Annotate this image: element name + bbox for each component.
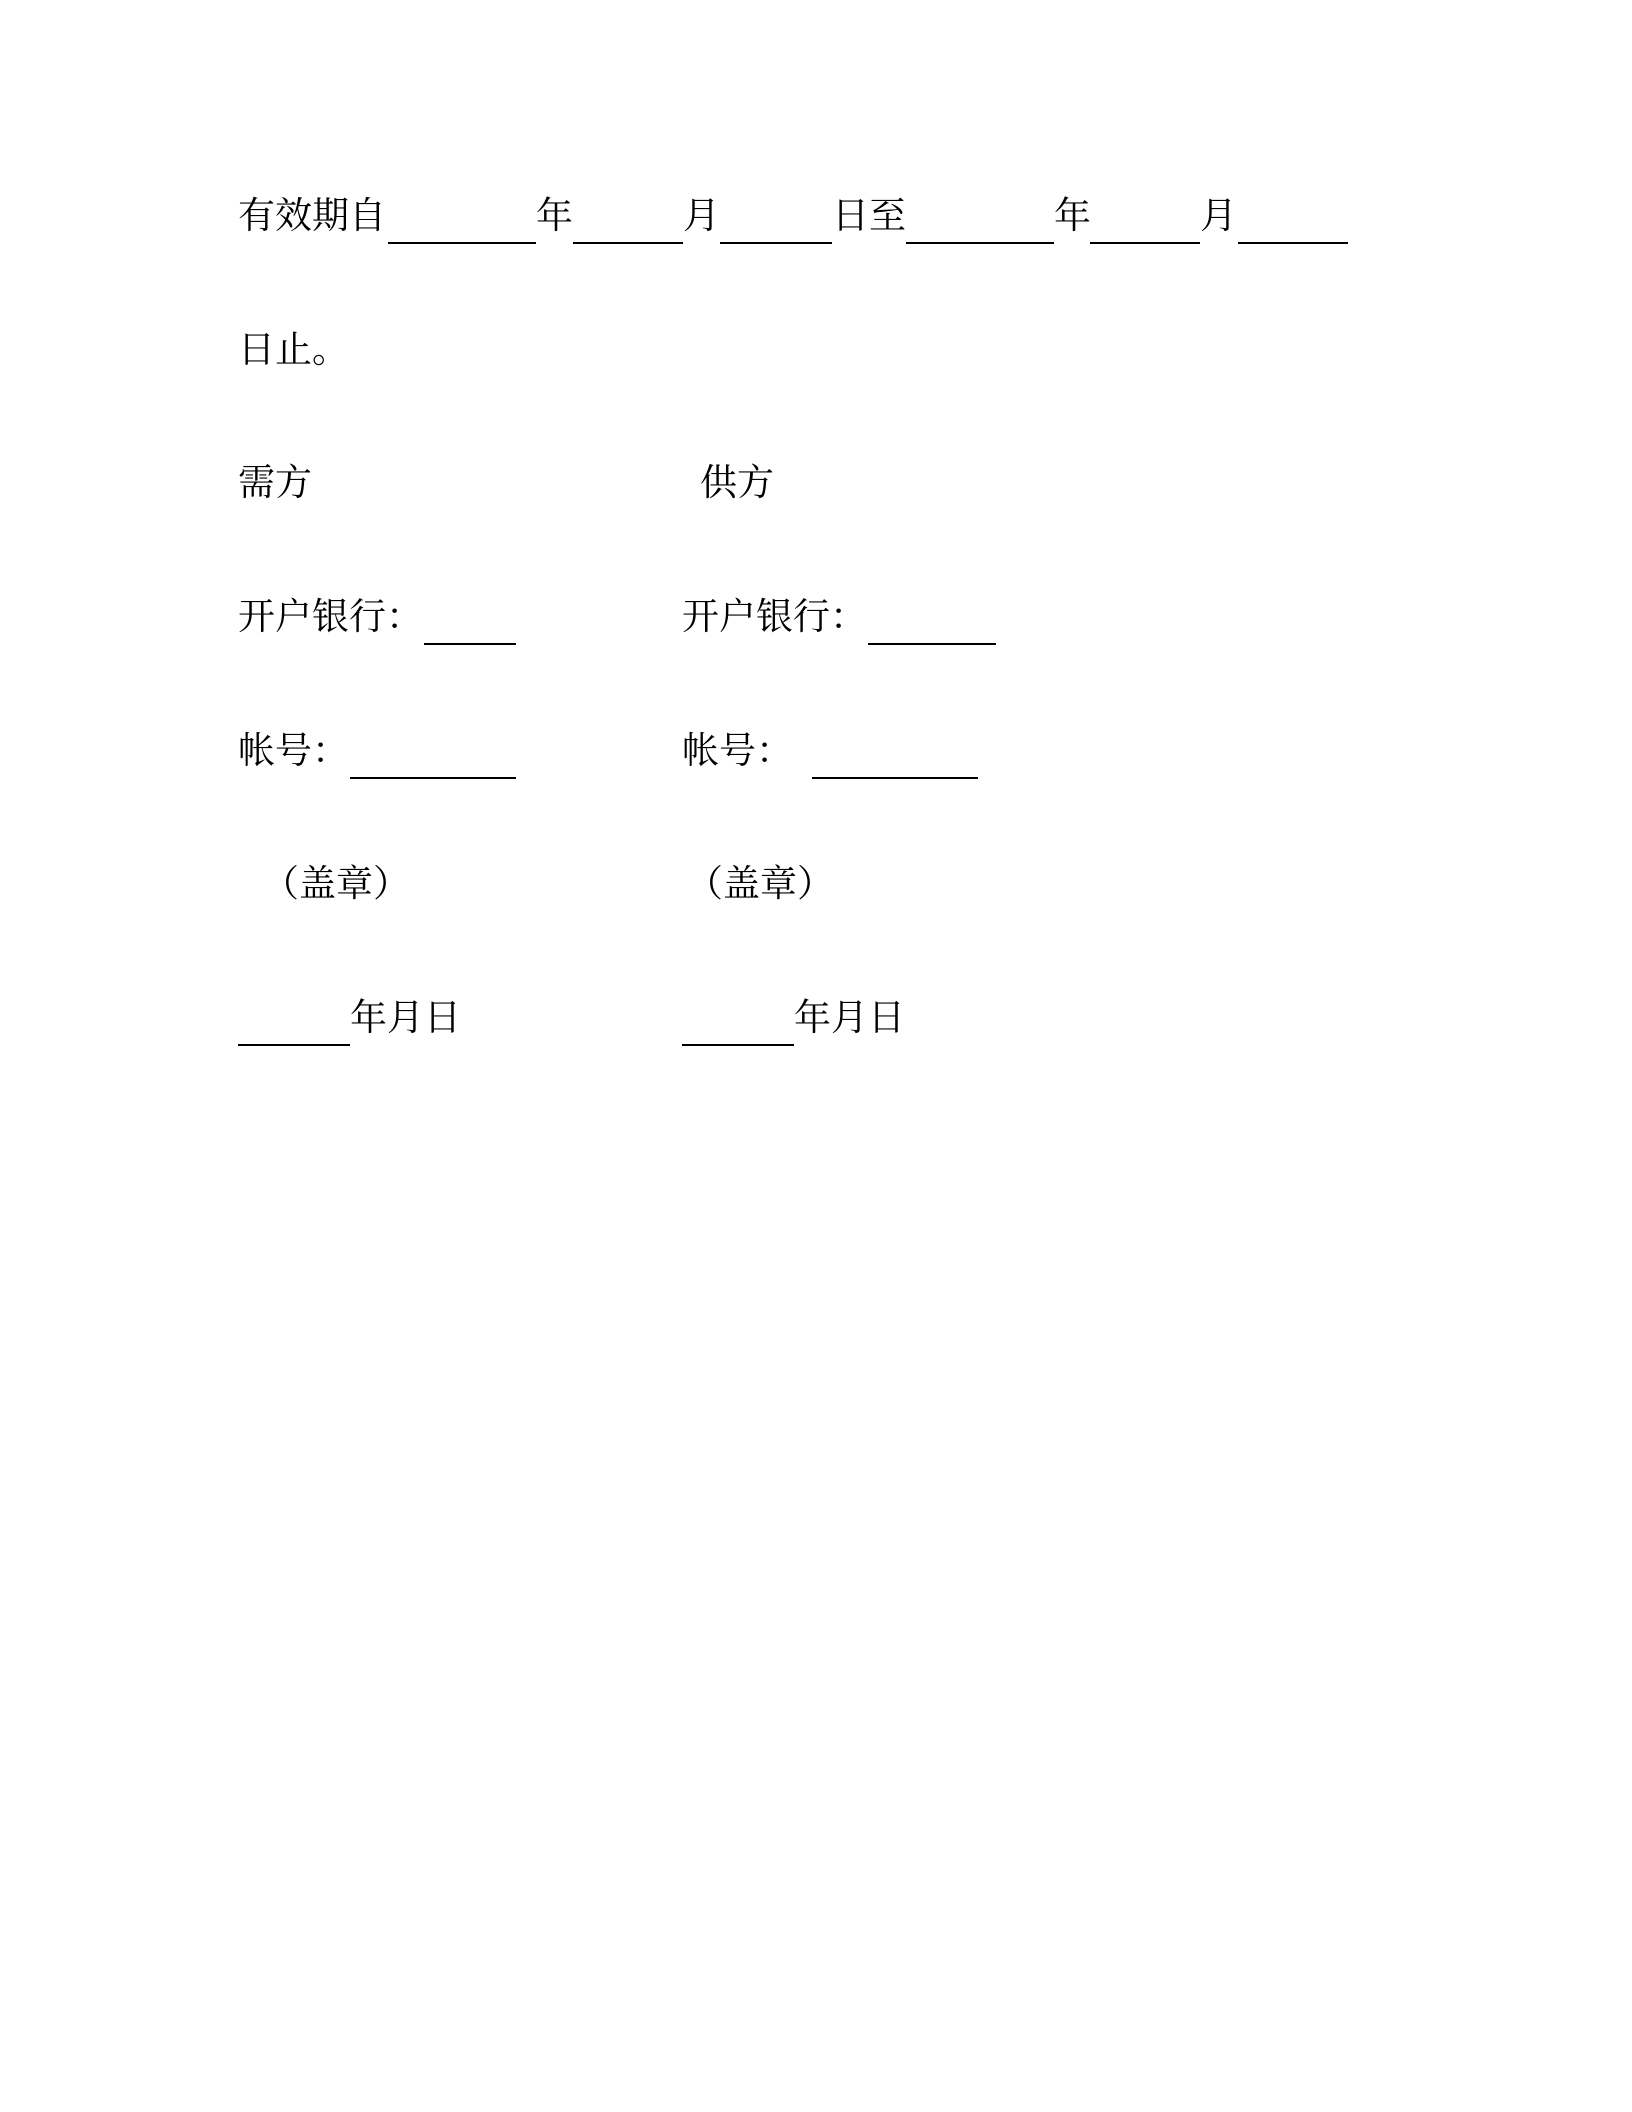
buyer-title: 需方	[238, 461, 312, 504]
buyer-account-field[interactable]	[350, 777, 516, 779]
buyer-account-label: 帐号：	[238, 729, 349, 772]
supplier-bank-field[interactable]	[868, 643, 996, 645]
validity-day-to-label: 日至	[832, 194, 906, 237]
supplier-account-label: 帐号：	[682, 729, 793, 772]
supplier-bank-label: 开户银行：	[682, 595, 867, 638]
supplier-title: 供方	[700, 461, 774, 504]
buyer-date-label: 年月日	[350, 996, 461, 1039]
buyer-bank-label: 开户银行：	[238, 595, 423, 638]
validity-month-label: 月	[683, 194, 720, 237]
supplier-seal: （盖章）	[686, 862, 834, 905]
supplier-date-blank[interactable]	[682, 1044, 794, 1046]
buyer-date-blank[interactable]	[238, 1044, 350, 1046]
validity-end-text: 日止。	[238, 328, 349, 371]
validity-end-month-blank[interactable]	[1090, 242, 1200, 244]
validity-start-month-blank[interactable]	[573, 242, 683, 244]
validity-end-day-blank[interactable]	[1238, 242, 1348, 244]
validity-end-month-label: 月	[1200, 194, 1237, 237]
buyer-seal: （盖章）	[262, 862, 410, 905]
validity-end-year-label: 年	[1054, 194, 1091, 237]
validity-year-label: 年	[536, 194, 573, 237]
validity-end-year-blank[interactable]	[906, 242, 1054, 244]
validity-start-day-blank[interactable]	[720, 242, 832, 244]
validity-start-year-blank[interactable]	[388, 242, 536, 244]
supplier-account-field[interactable]	[812, 777, 978, 779]
validity-prefix: 有效期自	[238, 194, 386, 237]
supplier-date-label: 年月日	[794, 996, 905, 1039]
buyer-bank-field[interactable]	[424, 643, 516, 645]
